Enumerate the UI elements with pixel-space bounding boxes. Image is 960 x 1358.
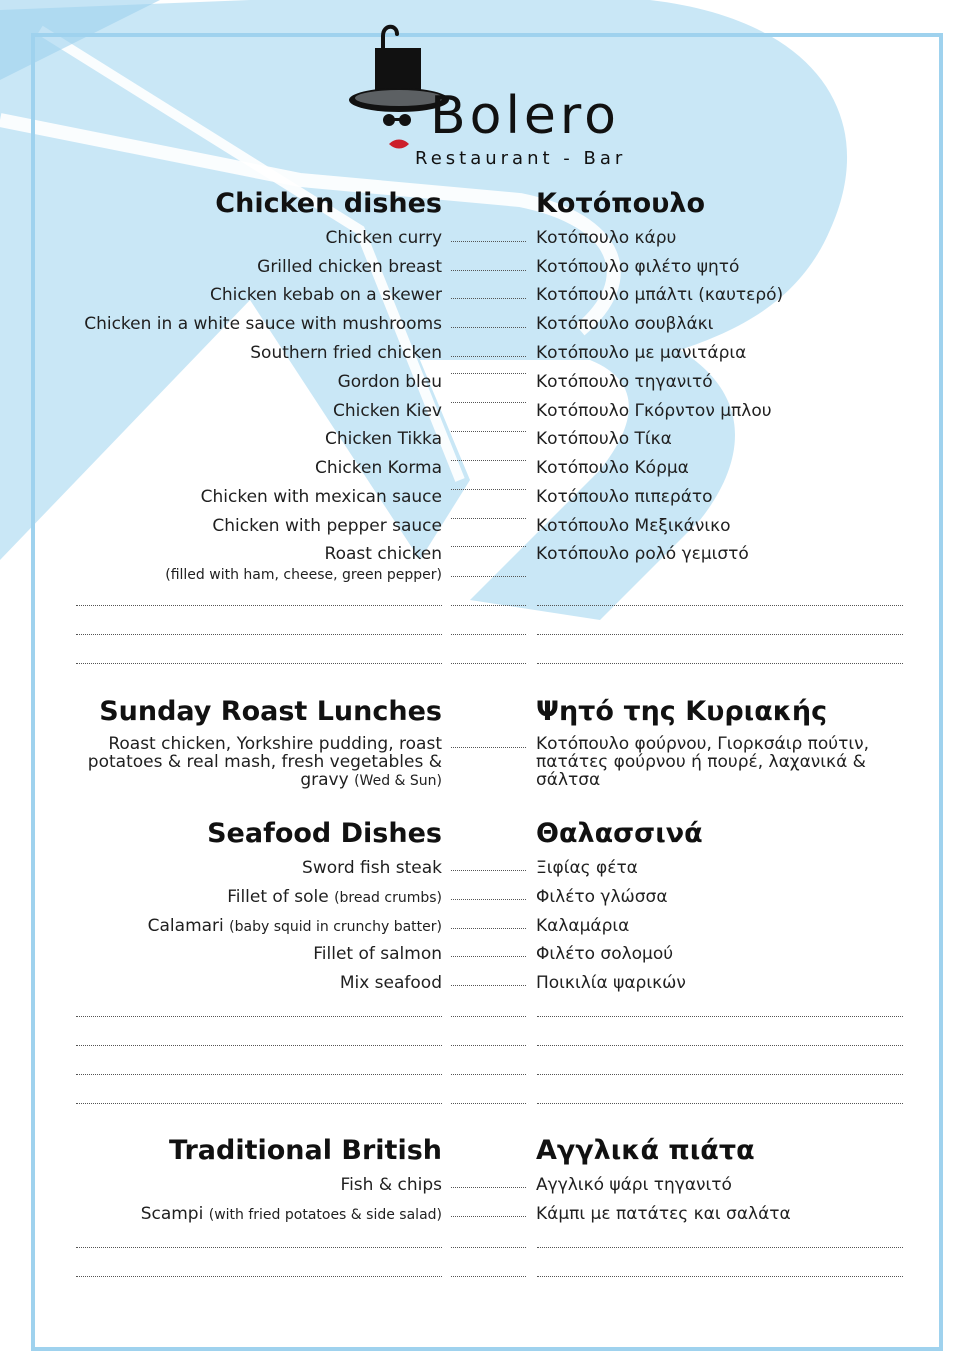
menu-item-note: (bread crumbs): [334, 890, 442, 906]
dot-leader: [451, 747, 526, 748]
menu-item-en: Chicken in a white sauce with mushrooms: [84, 314, 442, 334]
dot-leader: [451, 241, 526, 242]
menu-item-en-text: Calamari: [147, 916, 224, 936]
sunday-title-gr: Ψητό της Κυριακής: [536, 696, 828, 727]
sunday-line-gr: Κοτόπουλο φούρνου, Γιορκσάιρ πούτιν,: [536, 734, 870, 754]
logo-tagline: Restaurant - Bar: [415, 148, 627, 169]
menu-item-gr: Κοτόπουλο φιλέτο ψητό: [536, 257, 740, 277]
blank-line: [537, 605, 903, 606]
dot-leader: [451, 985, 526, 986]
menu-item-en: Mix seafood: [339, 973, 442, 993]
dot-leader: [451, 928, 526, 929]
blank-line: [451, 1276, 526, 1277]
dot-leader: [451, 460, 526, 461]
blank-line: [537, 634, 903, 635]
menu-item-note: (with fried potatoes & side salad): [208, 1207, 442, 1223]
menu-item-en: Chicken kebab on a skewer: [210, 285, 442, 305]
dot-leader: [451, 298, 526, 299]
blank-line: [76, 1276, 442, 1277]
blank-line: [451, 1016, 526, 1017]
sunday-line-gr: πατάτες φούρνου ή πουρέ, λαχανικά &: [536, 752, 866, 772]
menu-item-en: [40, 1203, 442, 1226]
chicken-title-gr: Κοτόπουλο: [536, 188, 706, 219]
menu-item-en: [40, 915, 442, 938]
menu-item-gr: Φιλέτο σολομού: [536, 944, 674, 964]
menu-item-gr: Κοτόπουλο με μανιτάρια: [536, 343, 747, 363]
dot-leader: [451, 327, 526, 328]
menu-item-en: Fillet of salmon: [313, 944, 442, 964]
dot-leader: [451, 431, 526, 432]
sunday-line-en-text: gravy: [300, 770, 349, 790]
menu-item-en: [40, 886, 442, 909]
blank-line: [76, 663, 442, 664]
dot-leader: [451, 356, 526, 357]
blank-line: [451, 1103, 526, 1104]
menu-item-en-text: Fillet of sole: [227, 887, 329, 907]
menu-item-gr: Κοτόπουλο πιπεράτο: [536, 487, 713, 507]
menu-item-gr: Κοτόπουλο Κόρμα: [536, 458, 689, 478]
blank-line: [537, 1247, 903, 1248]
dot-leader: [451, 402, 526, 403]
menu-item-gr: Κοτόπουλο τηγανιτό: [536, 372, 713, 392]
blank-line: [537, 1276, 903, 1277]
menu-item-gr: Κοτόπουλο μπάλτι (καυτερό): [536, 285, 784, 305]
menu-item-en-text: Scampi: [140, 1204, 204, 1224]
menu-item-gr: Κοτόπουλο Γκόρντον μπλου: [536, 401, 772, 421]
menu-item-gr: Φιλέτο γλώσσα: [536, 887, 668, 907]
dot-leader: [451, 489, 526, 490]
dot-leader: [451, 270, 526, 271]
dot-leader: [451, 956, 526, 957]
seafood-title-en: Seafood Dishes: [207, 818, 442, 849]
dot-leader: [451, 870, 526, 871]
blank-line: [451, 663, 526, 664]
menu-item-gr: Κάμπι με πατάτες και σαλάτα: [536, 1204, 791, 1224]
sunday-line-en: Roast chicken, Yorkshire pudding, roast: [108, 734, 442, 754]
blank-line: [76, 1074, 442, 1075]
blank-line: [451, 1045, 526, 1046]
blank-line: [537, 1016, 903, 1017]
menu-item-en: Gordon bleu: [337, 372, 442, 392]
menu-item-gr: Κοτόπουλο σουβλάκι: [536, 314, 714, 334]
dot-leader: [451, 373, 526, 374]
blank-line: [451, 634, 526, 635]
menu-item-note: (filled with ham, cheese, green pepper): [165, 567, 442, 583]
seafood-title-gr: Θαλασσινά: [536, 818, 703, 849]
blank-line: [451, 605, 526, 606]
menu-item-gr: Κοτόπουλο Τίκα: [536, 429, 672, 449]
menu-item-en: Chicken Tikka: [325, 429, 442, 449]
chicken-title-en: Chicken dishes: [215, 188, 442, 219]
blank-line: [76, 1016, 442, 1017]
menu-item-en: Sword fish steak: [302, 858, 442, 878]
menu-item-en: Chicken with pepper sauce: [212, 516, 442, 536]
blank-line: [76, 605, 442, 606]
menu-item-en: Chicken with mexican sauce: [200, 487, 442, 507]
dot-leader: [451, 576, 526, 577]
blank-line: [76, 634, 442, 635]
blank-line: [537, 663, 903, 664]
menu-item-note: (baby squid in crunchy batter): [229, 919, 442, 935]
dot-leader: [451, 1216, 526, 1217]
menu-item-en: Chicken Korma: [315, 458, 442, 478]
menu-item-gr: Κοτόπουλο Μεξικάνικο: [536, 516, 731, 536]
blank-line: [537, 1103, 903, 1104]
menu-item-gr: Κοτόπουλο κάρυ: [536, 228, 677, 248]
dot-leader: [451, 899, 526, 900]
british-title-en: Traditional British: [169, 1135, 442, 1166]
sunday-note: (Wed & Sun): [354, 773, 442, 789]
blank-line: [76, 1103, 442, 1104]
menu-item-en: Southern fried chicken: [250, 343, 442, 363]
menu-item-en: Roast chicken: [324, 544, 442, 564]
menu-item-gr: Αγγλικό ψάρι τηγανιτό: [536, 1175, 732, 1195]
dot-leader: [451, 1187, 526, 1188]
blank-line: [537, 1074, 903, 1075]
menu-item-en: Chicken curry: [325, 228, 442, 248]
british-title-gr: Αγγλικά πιάτα: [536, 1135, 755, 1166]
menu-item-en: Grilled chicken breast: [257, 257, 442, 277]
blank-line: [76, 1045, 442, 1046]
menu-item-gr: Κοτόπουλο ρολό γεμιστό: [536, 544, 749, 564]
dot-leader: [451, 518, 526, 519]
logo-wordmark: Bolero: [430, 86, 620, 146]
blank-line: [76, 1247, 442, 1248]
menu-item-en: Fish & chips: [340, 1175, 442, 1195]
dot-leader: [451, 546, 526, 547]
sunday-line-en: potatoes & real mash, fresh vegetables &: [87, 752, 442, 772]
blank-line: [451, 1247, 526, 1248]
menu-item-gr: Ξιφίας φέτα: [536, 858, 638, 878]
menu-item-gr: Καλαμάρια: [536, 916, 630, 936]
blank-line: [451, 1074, 526, 1075]
sunday-line-en: [40, 771, 442, 790]
sunday-line-gr: σάλτσα: [536, 770, 601, 790]
blank-line: [537, 1045, 903, 1046]
sunday-title-en: Sunday Roast Lunches: [99, 696, 442, 727]
menu-item-en: Chicken Kiev: [333, 401, 442, 421]
bolero-logo: [345, 22, 645, 172]
menu-item-gr: Ποικιλία ψαρικών: [536, 973, 686, 993]
